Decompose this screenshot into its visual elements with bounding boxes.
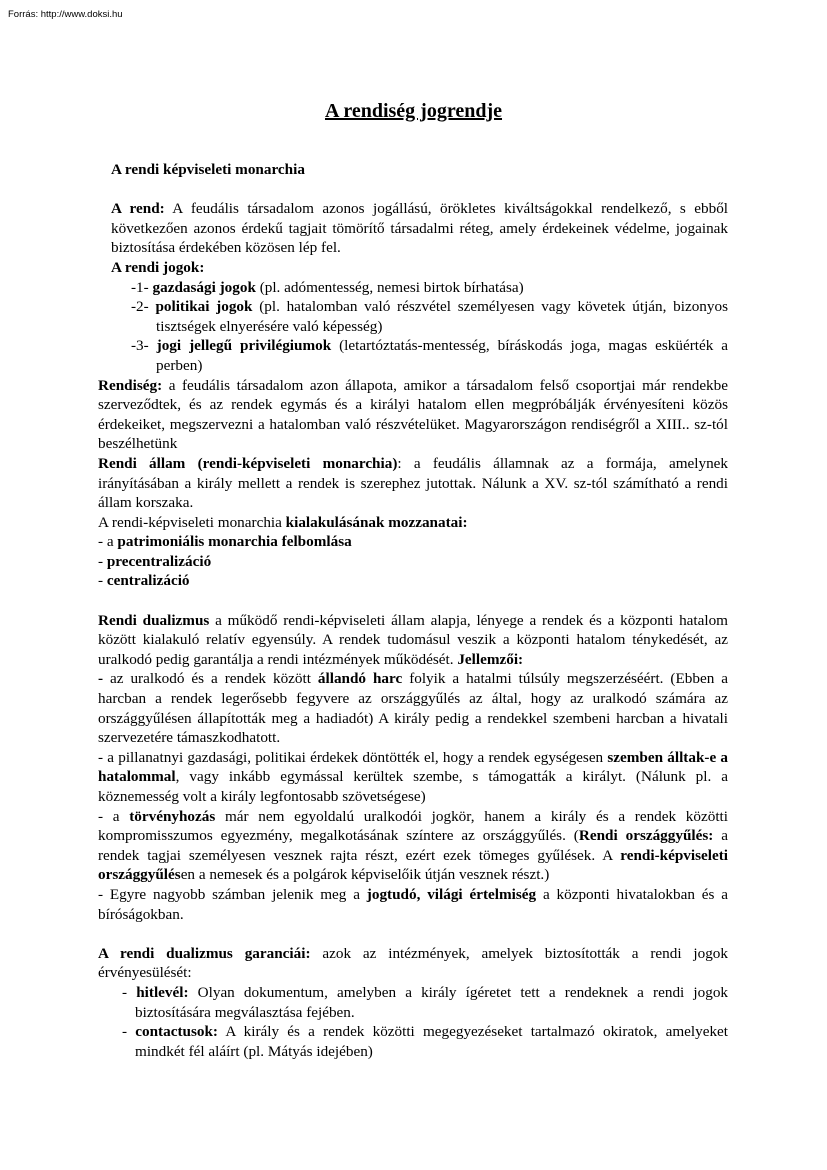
- list-item: - a patrimoniális monarchia felbomlása: [98, 533, 352, 551]
- paragraph-dualizmus: Rendi dualizmus a működő rendi-képviseleti állam alapja, lényege a rendek és a központi hatalom között kialakuló relatív egyensúly. A rendek tudomásul veszik a központi hatalom ténykedését, az uralkodó pedig garantálja a rendi intézmények működését. Jellemzői:: [98, 611, 728, 668]
- characteristic-item: - Egyre nagyobb számban jelenik meg a jogtudó, világi értelmiség a központi hivatalokban és a bíróságokban.: [98, 885, 728, 923]
- paragraph-kialakulas: A rendi-képviseleti monarchia kialakulásának mozzanatai:: [98, 513, 468, 531]
- list-item: - centralizáció: [98, 572, 190, 590]
- characteristic-item: - a törvényhozás már nem egyoldalú uralkodói jogkör, hanem a király és a rendek közötti kompromisszumos egyezmény, megalkotásának színtere az országgyűlés. (Rendi országgyűlés: a rendek tagjai személyesen vesznek rajta részt, ezért ezek tömeges gyűlések. A rendi-képviseleti országgyűlésen a nemesek és a polgárok képviselőik útján vesznek részt.): [98, 807, 728, 884]
- term: A rend:: [111, 200, 165, 218]
- list-item: - precentralizáció: [98, 552, 212, 570]
- source-label: Forrás: http://www.doksi.hu: [8, 9, 123, 20]
- rights-heading: A rendi jogok:: [111, 258, 205, 276]
- paragraph-rend: A rend: A feudális társadalom azonos jogállású, örökletes kiváltságokkal rendelkező, s ebből következően azonos érdekű tagjait tömörítő társadalmi réteg, amely érdekeinek védelme, jogainak biztosítása érdekében közösen lép fel.: [111, 200, 729, 257]
- characteristic-item: - a pillanatnyi gazdasági, politikai érdekek döntötték el, hogy a rendek egységesen szemben álltak-e a hatalommal, vagy inkább egymással kerültek szembe, s támogatták a királyt. (Nálunk pl. a köznemesség volt a király legfontosabb szövetségese): [98, 748, 728, 805]
- list-item: -2- politikai jogok (pl. hatalomban való részvétel személyesen vagy követek útján, bizonyos tisztségek elnyerésére való képesség): [131, 298, 728, 335]
- list-item: - hitlevél: Olyan dokumentum, amelyben a király ígéretet tett a rendeknek a rendi jogok biztosítására megválasztása fejében.: [122, 983, 729, 1021]
- section-heading: A rendi képviseleti monarchia: [111, 161, 305, 178]
- paragraph-garancia: A rendi dualizmus garanciái: azok az intézmények, amelyek biztosították a rendi jogok érvényesülését:: [98, 944, 728, 982]
- document-body: [98, 160, 728, 1061]
- list-item: - contactusok: A király és a rendek közötti megegyezéseket tartalmazó okiratok, amelyeket mindkét fél aláírt (pl. Mátyás idejében): [122, 1023, 728, 1060]
- paragraph-rendiseg: Rendiség: a feudális társadalom azon állapota, amikor a társadalom felső csoportjai már rendekbe szerveződtek, és az rendek egymás és a királyi hatalom ellen megpróbálják érvényesíteni közös érdekeiket, megszervezni a hatalomban való részvételüket. Magyarországon rendiségről a XIII.. sz-tól beszélhetünk: [98, 376, 728, 453]
- list-item: -3- jogi jellegű privilégiumok (letartóztatás-mentesség, bíráskodás joga, magas esküérték a perben): [131, 337, 728, 374]
- characteristic-item: - az uralkodó és a rendek között állandó harc folyik a hatalmi túlsúly megszerzéséért. (Ebben a harcban a rendek legerősebb fegyvere az országgyűlés az által, hogy az uralkodó számára az országgyűlésen állapították meg a hadiadót) A király pedig a rendekkel szembeni harcban a hivatali szervezetére támaszkodhatott.: [98, 670, 728, 747]
- list-item: -1- gazdasági jogok (pl. adómentesség, nemesi birtok bírhatása): [131, 278, 524, 296]
- page-title: A rendiség jogrendje: [324, 100, 503, 122]
- paragraph-rendi-allam: Rendi állam (rendi-képviseleti monarchia): a feudális államnak az a formája, amelynek irányításában a király mellett a rendek is szerephez jutottak. Nálunk a XV. sz-tól számítható a rendi állam korszaka.: [98, 454, 729, 512]
